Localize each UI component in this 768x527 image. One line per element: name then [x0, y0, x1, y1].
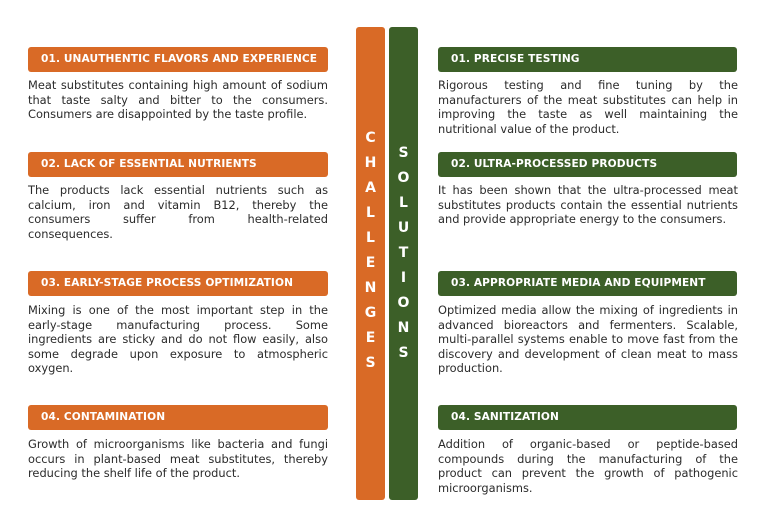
challenge-2-text: The products lack essential nutrients such as calcium, iron and vitamin B12, thereby the consumers suffer from health-related consequences.: [28, 183, 328, 241]
challenge-4-text: Growth of microorganisms like bacteria and fungi occurs in plant-based meat substitutes, thereby reducing the shelf life of the product.: [28, 437, 328, 480]
solution-3-text: Optimized media allow the mixing of ingredients in advanced bioreactors and fermenters. Scalable, multi-parallel systems enable to move fast from the discovery and development of clean meat to mass production.: [438, 303, 738, 375]
solutions-vertical-label-letter: S: [398, 345, 409, 361]
solutions-vertical-label-letter: S: [398, 145, 409, 161]
solutions-vertical-label-letter: L: [399, 195, 408, 211]
challenges-vertical-label-letter: N: [364, 280, 377, 296]
solutions-band: [389, 27, 418, 500]
challenges-vertical-label-letter: G: [364, 305, 377, 321]
challenges-vertical-label-letter: A: [365, 180, 376, 196]
solution-2-text: It has been shown that the ultra-processed meat substitutes products contain the essential nutrients and provide appropriate energy to the consumers.: [438, 183, 738, 226]
challenge-1-header: 01. UNAUTHENTIC FLAVORS AND EXPERIENCE: [28, 47, 328, 72]
challenge-2-header: 02. LACK OF ESSENTIAL NUTRIENTS: [28, 152, 328, 177]
challenges-vertical-label-letter: H: [364, 155, 377, 171]
solution-4-text: Addition of organic-based or peptide-based compounds during the manufacturing of the product can prevent the growth of pathogenic microorganisms.: [438, 437, 738, 495]
solution-3-header: 03. APPROPRIATE MEDIA AND EQUIPMENT: [438, 271, 737, 296]
solutions-vertical-label-letter: N: [397, 320, 410, 336]
challenges-vertical-label-letter: C: [365, 130, 376, 146]
solution-2-header: 02. ULTRA-PROCESSED PRODUCTS: [438, 152, 737, 177]
solutions-vertical-label-letter: O: [397, 170, 410, 186]
challenge-3-text: Mixing is one of the most important step in the early-stage manufacturing process. Some ingredients are sticky and do not flow easily, also some degrade upon exposure to atmospheric oxygen.: [28, 303, 328, 375]
challenge-1-text: Meat substitutes containing high amount of sodium that taste salty and bitter to the consumers. Consumers are disappointed by the taste profile.: [28, 78, 328, 121]
challenges-vertical-label-letter: L: [366, 205, 375, 221]
challenge-4-header: 04. CONTAMINATION: [28, 405, 328, 430]
solution-1-header: 01. PRECISE TESTING: [438, 47, 737, 72]
solutions-vertical-label-letter: T: [398, 245, 409, 261]
challenges-vertical-label-letter: L: [366, 230, 375, 246]
solutions-vertical-label-letter: I: [400, 270, 407, 286]
solutions-vertical-label-letter: O: [397, 295, 410, 311]
challenge-3-header: 03. EARLY-STAGE PROCESS OPTIMIZATION: [28, 271, 328, 296]
solution-1-text: Rigorous testing and fine tuning by the manufacturers of the meat substitutes can help in improving the taste as well maintaining the nutritional value of the product.: [438, 78, 738, 136]
solution-4-header: 04. SANITIZATION: [438, 405, 737, 430]
solutions-vertical-label-letter: U: [397, 220, 410, 236]
challenges-vertical-label-letter: E: [365, 255, 376, 271]
challenges-vertical-label-letter: S: [365, 355, 376, 371]
challenges-vertical-label-letter: E: [365, 330, 376, 346]
